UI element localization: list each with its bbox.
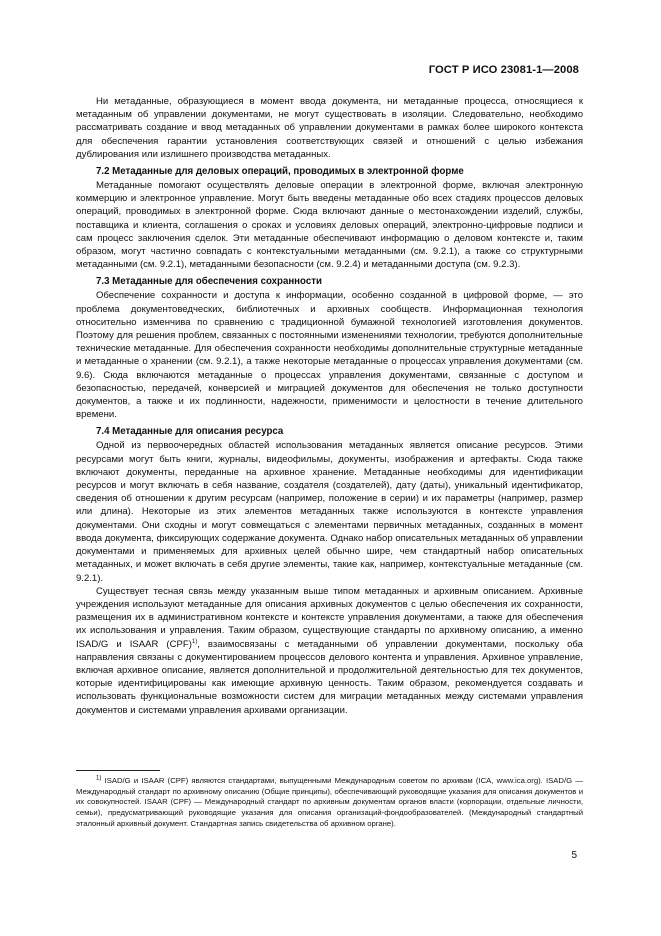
- footnote: [76, 776, 583, 830]
- footnote-mark: 1): [96, 775, 102, 782]
- intro-paragraph: Ни метаданные, образующиеся в момент ввода документа, ни метаданные процесса, относящиеся к метаданным об управлении документами, не могут существовать в изоляции. Следовательно, необходимо рассматривать создание и ввод метаданных об управлении документами в рамках более широкого контекста для обеспечения гарантии установления соответствующих связей и отношений с целью избежания дублирования или излишнего производства метаданных.: [76, 96, 583, 160]
- section-7-3-heading: 7.3 Метаданные для обеспечения сохранности: [96, 276, 322, 288]
- paragraph-2-start: Существует тесная связь между указанным выше типом метаданных и архивным описанием. Архивные учреждения используют метаданные для описания архивных документов с целью обеспечения их сохранности, размещения их в административном контексте и контексте управления документами, а также для обеспечения их использования и управления. Таким образом, существующие стандарты по архивному описанию, а именно ISAD/G и ISAAR (CPF): [76, 585, 583, 650]
- section-7-2-heading: 7.2 Метаданные для деловых операций, проводимых в электронной форме: [96, 166, 464, 178]
- section-7-4-paragraph-2: [76, 585, 583, 717]
- section-7-3-paragraph: Обеспечение сохранности и доступа к информации, особенно созданной в цифровой форме, — это проблема документоведческих, библиотечных и архивных сообществ. Информационная технология относительно изменчива по сравнению с традиционной бумажной технологией изготовления документов. Поэтому для решения проблем, связанных с постоянными изменениями технологии, требуются дополнительные технические метаданные. Для обеспечения сохранности необходимы дополнительные структурные метаданные и метаданные о хранении (см. 9.2.1), а также некоторые метаданные о процессах управления документами (см. 9.6). Сюда включаются метаданные о процессах управления документами, связанные с доступом и безопасностью, передачей, конверсией и миграцией документов для обеспечения не только доступности документов, а также и их подлинности, надежности, применимости и целостности в течение длительного времени.: [76, 290, 583, 421]
- standard-designation: ГОСТ Р ИСО 23081-1—2008: [428, 64, 579, 76]
- section-7-4-heading: 7.4 Метаданные для описания ресурса: [96, 426, 284, 438]
- page-number: 5: [571, 850, 577, 861]
- section-7-2-paragraph: Метаданные помогают осуществлять деловые операции в электронной форме, включая электронную коммерцию и электронное управление. Могут быть введены метаданные обо всех стадиях процессов деловых операций, проводимых в электронной форме. Сюда включают данные о местонахождении изделий, службы, поставщика и клиента, соглашения о сроках и условиях деловых операций, электронно-цифровые подписи и сам процесс заключения сделок. Эти метаданные обеспечивают информацию о деловом контексте и, таким образом, могут частично совпадать с контекстуальными метаданными (см. 9.2.1), а также со структурными метаданными (см. 9.2.1), метаданными безопасности (см. 9.2.4) и метаданными доступа (см. 9.2.3).: [76, 180, 583, 271]
- footnote-text: ISAD/G и ISAAR (CPF) являются стандартами, выпущенными Международным советом по архивам (ICA, www.ica.org). ISAD/G — Международный стандарт по архивному описанию (Общие принципы), обеспечивающий руководящие указания для описания документов и их совокупностей. ISAAR (CPF) — Международный стандарт по архивным документам органов власти (корпорации, отдельные личности, семьи), предусматривающий руководящие указания для описания организаций-фондообразователей. (Международный стандартный эталонный архивный документ. Стандартная запись свидетельства об архивном органе).: [76, 776, 583, 828]
- footnote-reference: 1): [191, 638, 198, 645]
- section-7-4-paragraph-1: Одной из первоочередных областей использования метаданных является описание ресурсов. Этими ресурсами могут быть книги, журналы, видеофильмы, документы, изображения и артефакты. Сюда также включают документы, переданные на архивное хранение. Метаданные необходимы для идентификации ресурсов и могут включать в себя название, создателя (создателей), дату (даты), уникальный идентификатор, сведения об отношении к другим ресурсам (например, положение в серии) и их параметры (например, размер или длина). Некоторые из этих элементов метаданных также используются в контексте управления документами. Они сходны и могут совмещаться с элементами первичных метаданных, созданных в момент ввода документа, фиксирующих содержание документа. Однако набор описательных метаданных об управлении документами и применяемых для архивных целей обычно шире, чем стандартный набор описательных метаданных, и может включать в себя другие элементы, такие как, например, контекстуальные метаданные (см. 9.2.1).: [76, 440, 583, 584]
- footnote-separator: [76, 770, 160, 771]
- main-content: [76, 95, 583, 717]
- paragraph-2-end: , взаимосвязаны с метаданными об управлении документами, поскольку оба направления связаны с документированием процессов делового контента и управления. Архивное управление, включая архивное описание, является дополнительной и продолжительной деятельностью для тех документов, которые идентифицированы как имеющие архивную ценность. Таким образом, рекомендуется создавать и использовать функциональные возможности систем для миграции метаданных между системами управления документов и системами управления архивами организации.: [76, 638, 583, 716]
